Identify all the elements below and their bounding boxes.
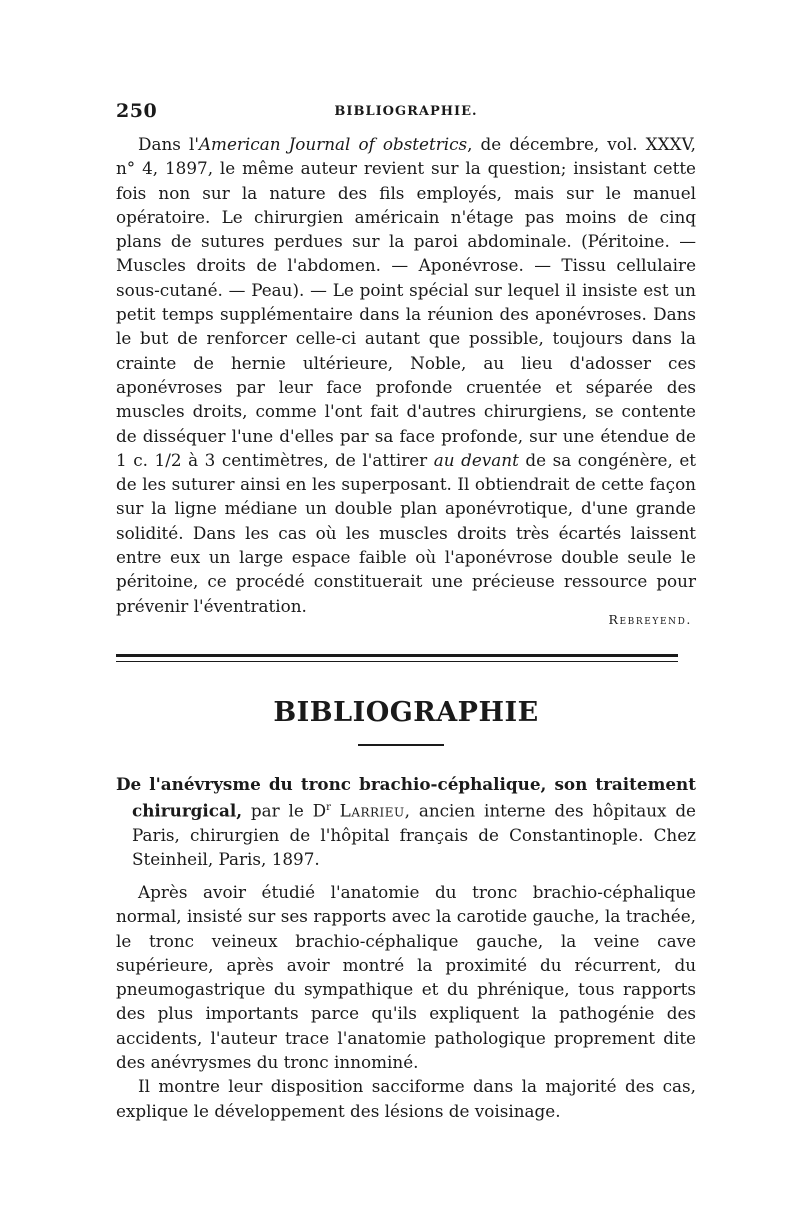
review-title: De l'anévrysme du tronc brachio-céphalique, son traitement chirurgical, <box>116 774 696 821</box>
review-reference <box>116 772 696 872</box>
review-paragraph-2: Il montre leur disposition sacciforme dans la majorité des cas, explique le développement des lésions de voisinage. <box>116 1076 696 1121</box>
journal-name: American Journal of obstetrics <box>198 134 468 154</box>
running-title: BIBLIOGRAPHIE. <box>334 104 478 119</box>
review-paragraph-1: Après avoir étudié l'anatomie du tronc brachio-céphalique normal, insisté sur ses rapports avec la carotide gauche, la trachée, le tronc veineux brachio-céphalique gauche, la veine cave supérieure, après avoir montré la proximité du récurrent, du pneumogastrique du sympathique et du phrénique, tous rapports des plus importants parce qu'ils expliquent la pathogénie des accidents, l'auteur trace l'anatomie pathologique proprement dite des anévrysmes du tronc innominé. <box>116 882 696 1073</box>
section-divider-thin <box>116 661 678 662</box>
running-head <box>116 100 696 126</box>
review-text <box>116 880 696 1123</box>
previous-article-paragraph: Dans l'American Journal of obstetrics, de décembre, vol. XXXV, n° 4, 1897, le même auteur revient sur la question; insistant cette fois non sur la nature des fils employés, mais sur le manuel opératoire. Le chirurgien américain n'étage pas moins de cinq plans de sutures perdues sur la paroi abdominale. (Péritoine. — Muscles droits de l'abdomen. — Aponévrose. — Tissu cellulaire sous-cutané. — Peau). — Le point spécial sur lequel il insiste est un petit temps supplémentaire dans la réunion des aponévroses. Dans le but de renforcer celle-ci autant que possible, toujours dans la crainte de hernie ultérieure, Noble, au lieu d'adosser ces aponévroses par leur face profonde cruentée et séparée des muscles droits, comme l'ont fait d'autres chirurgiens, se contente de disséquer l'une d'elles par sa face profonde, sur une étendue de 1 c. 1/2 à 3 centimètres, de l'attirer au devant de sa congénère, et de les suturer ainsi en les superposant. Il obtiendrait de cette façon sur la ligne médiane un double plan aponévrotique, d'une grande solidité. Dans les cas où les muscles droits très écartés laissent entre eux un large espace faible où l'aponévrose double seule le péritoine, ce procédé constituerait une précieuse ressource pour prévenir l'éventration. <box>116 134 697 616</box>
page-number: 250 <box>116 100 158 122</box>
author-signature: Rebreyend. <box>608 612 692 627</box>
section-title: BIBLIOGRAPHIE <box>273 697 539 728</box>
review-author: Larrieu <box>339 800 405 821</box>
title-underline <box>358 744 444 746</box>
previous-article-text <box>116 132 696 618</box>
reference-entry: De l'anévrysme du tronc brachio-céphalique, son traitement chirurgical, par le $D^r$ Larrieu, ancien interne des hôpitaux de Paris, chirurgien de l'hôpital français de Constantinople. Chez Steinheil, Paris, 1897. <box>116 774 696 870</box>
emphasis-text: au devant <box>433 449 519 470</box>
section-divider <box>116 654 678 657</box>
